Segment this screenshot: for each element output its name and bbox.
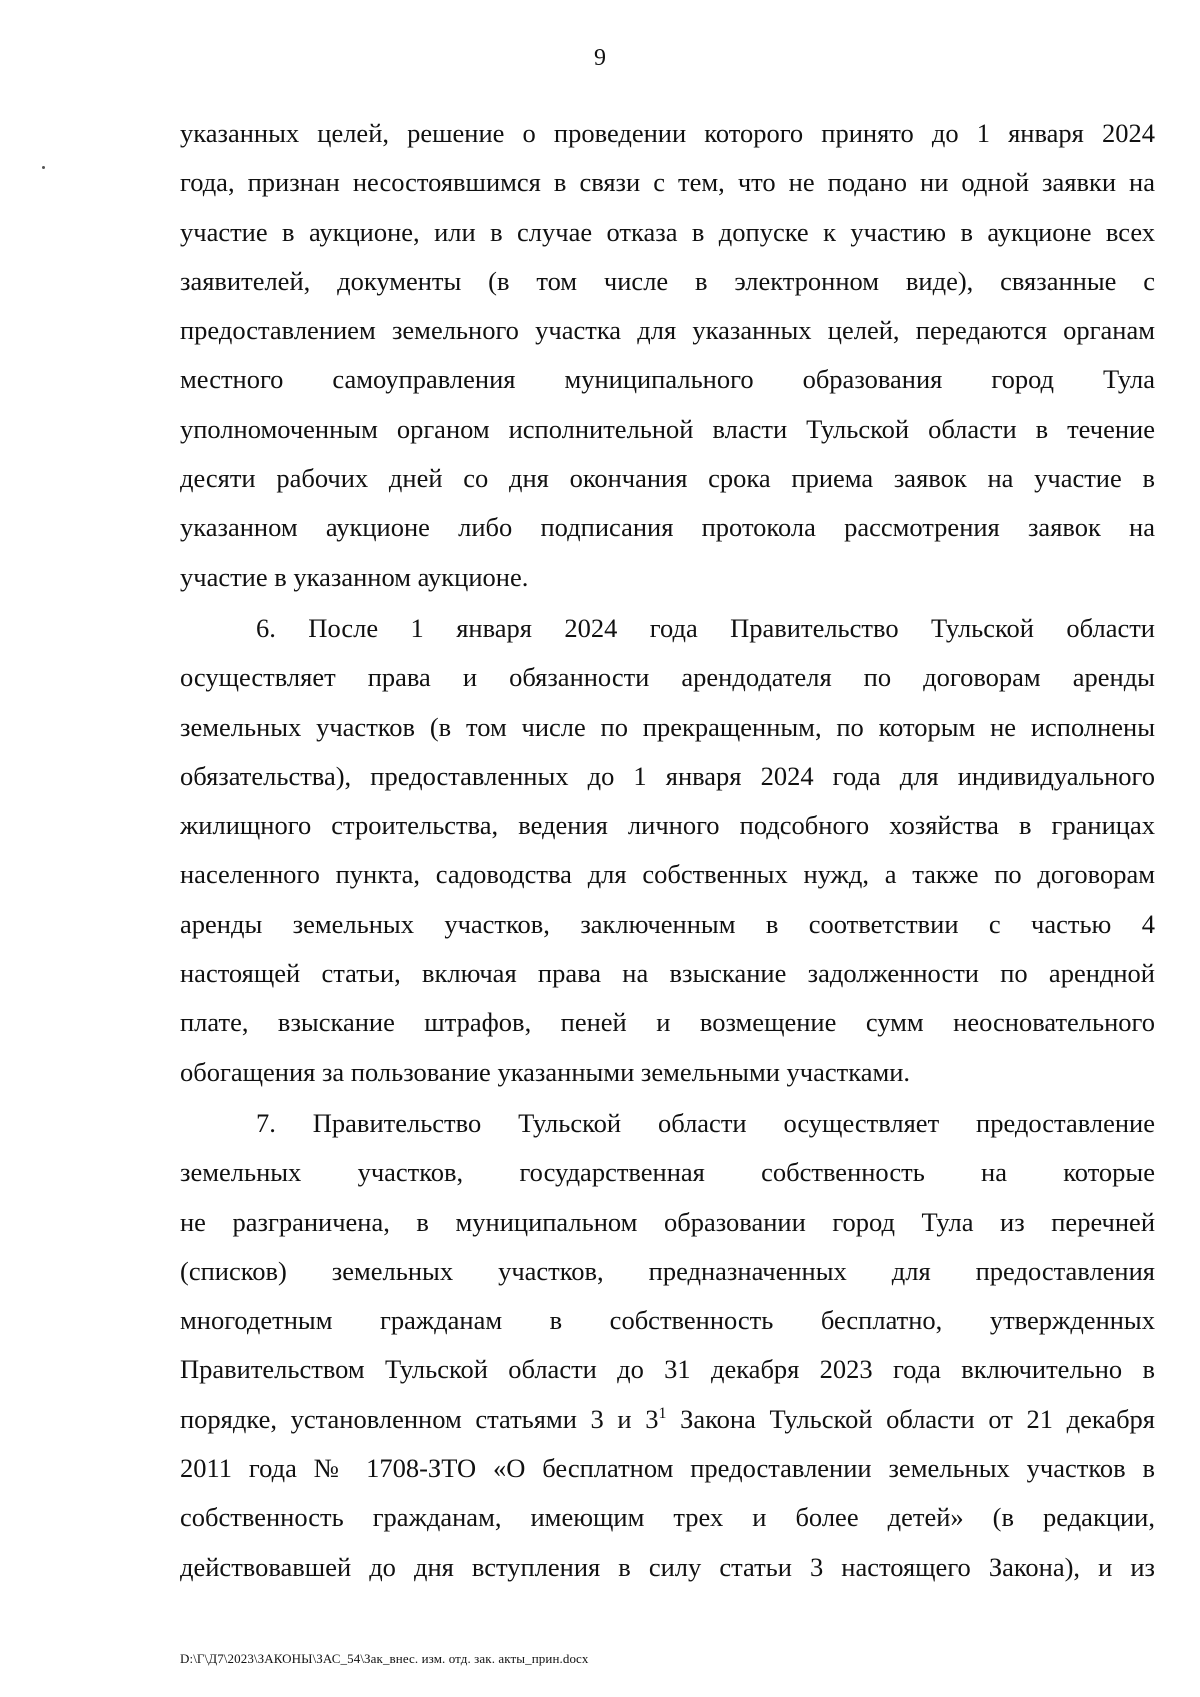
text-line: 7. Правительство Тульской области осуществляет предоставление xyxy=(256,1107,1155,1138)
text-line: Правительством Тульской области до 31 декабря 2023 года включительно в xyxy=(180,1354,1155,1385)
text-line: аренды земельных участков, заключенным в соответствии с частью 4 xyxy=(180,908,1155,939)
text-line-with-superscript xyxy=(180,1395,1155,1444)
text-segment: Закона Тульской области от 21 декабря xyxy=(666,1403,1155,1434)
text-line: населенного пункта, садоводства для собственных нужд, а также по договорам xyxy=(180,859,1155,890)
text-line: обогащения за пользование указанными земельными участками. xyxy=(180,1056,911,1087)
text-line: десяти рабочих дней со дня окончания срока приема заявок на участие в xyxy=(180,463,1155,494)
text-line: земельных участков (в том числе по прекращенным, по которым не исполнены xyxy=(180,711,1155,742)
text-line: не разграничена, в муниципальном образовании город Тула из перечней xyxy=(180,1206,1155,1237)
text-line: многодетным гражданам в собственность бесплатно, утвержденных xyxy=(180,1305,1155,1336)
text-line: настоящей статьи, включая права на взыскание задолженности по арендной xyxy=(180,958,1155,989)
text-line: собственность гражданам, имеющим трех и более детей» (в редакции, xyxy=(180,1502,1155,1533)
text-line: предоставлением земельного участка для указанных целей, передаются органам xyxy=(180,315,1155,346)
document-body xyxy=(180,109,1155,1592)
paragraph-6 xyxy=(180,604,1155,1097)
text-line: осуществляет права и обязанности арендодателя по договорам аренды xyxy=(180,662,1155,693)
text-line: 6. После 1 января 2024 года Правительство Тульской области xyxy=(256,612,1155,643)
page-number: 9 xyxy=(594,45,606,71)
text-line: действовавшей до дня вступления в силу статьи 3 настоящего Закона), и из xyxy=(180,1551,1155,1582)
paragraph-continuation xyxy=(180,109,1155,602)
text-line: заявителей, документы (в том числе в электронном виде), связанные с xyxy=(180,265,1155,296)
text-line: (списков) земельных участков, предназначенных для предоставления xyxy=(180,1255,1155,1286)
text-line: года, признан несостоявшимся в связи с тем, что не подано ни одной заявки на xyxy=(180,167,1155,198)
text-line: участие в аукционе, или в случае отказа в допуске к участию в аукционе всех xyxy=(180,216,1155,247)
text-line: уполномоченным органом исполнительной власти Тульской области в течение xyxy=(180,413,1155,444)
text-segment: порядке, установленном статьями 3 и 3 xyxy=(180,1403,659,1434)
text-line: земельных участков, государственная собственность на которые xyxy=(180,1157,1155,1188)
file-path-footer: D:\Г\Д7\2023\ЗАКОНЫ\ЗАС_54\Зак_внес. изм. отд. зак. акты_прин.docx xyxy=(180,1651,589,1666)
text-line: участие в указанном аукционе. xyxy=(180,561,529,592)
superscript: 1 xyxy=(658,1404,667,1422)
text-line: указанных целей, решение о проведении которого принято до 1 января 2024 xyxy=(180,118,1155,148)
text-line: жилищного строительства, ведения личного подсобного хозяйства в границах xyxy=(180,810,1155,841)
text-line: указанном аукционе либо подписания протокола рассмотрения заявок на xyxy=(180,512,1155,543)
text-line: обязательства), предоставленных до 1 января 2024 года для индивидуального xyxy=(180,760,1155,791)
text-line: плате, взыскание штрафов, пеней и возмещение сумм неосновательного xyxy=(180,1007,1155,1038)
text-line: 2011 года № 1708-ЗТО «О бесплатном предоставлении земельных участков в xyxy=(180,1453,1155,1484)
text-line: местного самоуправления муниципального образования город Тула xyxy=(180,364,1155,395)
scan-speck xyxy=(42,166,45,169)
paragraph-7 xyxy=(180,1099,1155,1592)
